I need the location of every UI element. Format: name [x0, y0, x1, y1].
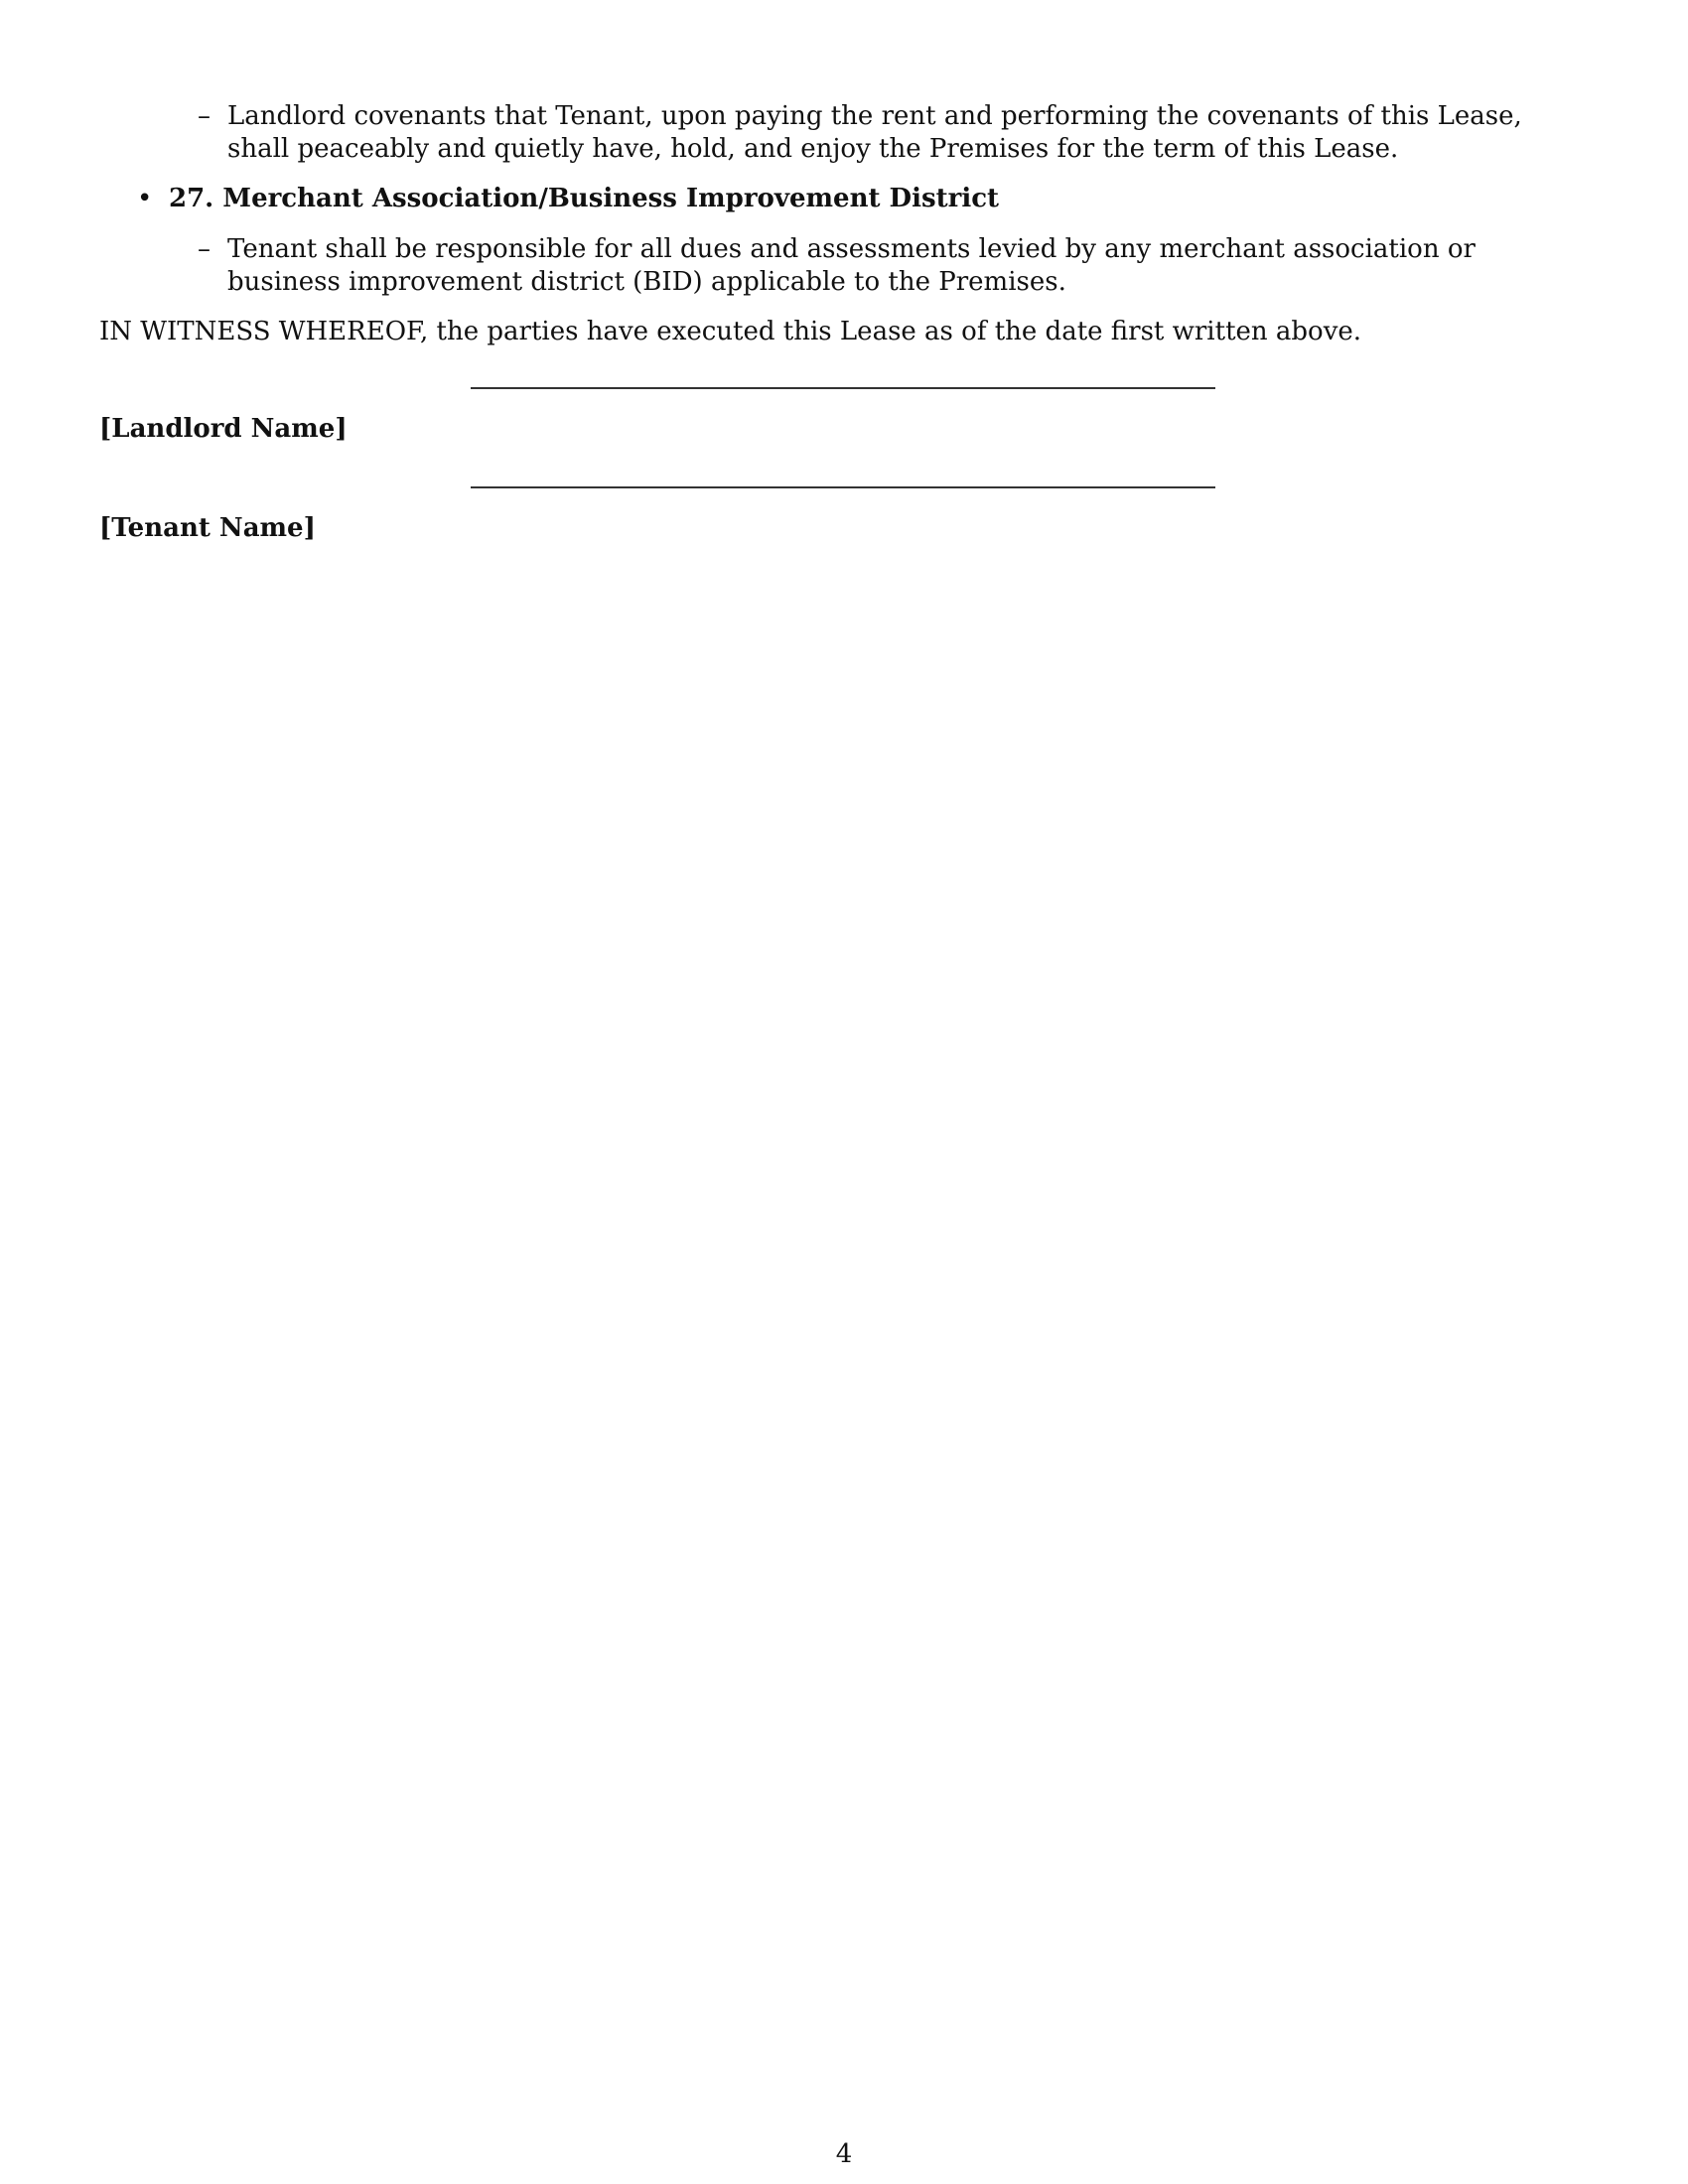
landlord-name: [Landlord Name]: [99, 414, 348, 444]
page-number: 4: [835, 2139, 853, 2169]
dash-marker: –: [198, 234, 211, 264]
tenant-signature-line: [471, 486, 1215, 488]
witness-clause: IN WITNESS WHEREOF, the parties have executed this Lease as of the date first written above.: [99, 317, 1362, 346]
tenant-name: [Tenant Name]: [99, 513, 316, 543]
dash-marker: –: [198, 101, 211, 131]
quiet-enjoyment-paragraph: Landlord covenants that Tenant, upon paying the rent and performing the covenants of this Lease, shall peaceably and quietly have, hold, and enjoy the Premises for the term of this Lease.: [227, 101, 1522, 164]
merchant-association-paragraph: Tenant shall be responsible for all dues and assessments levied by any merchant association or business improvement district (BID) applicable to the Premises.: [227, 234, 1476, 297]
section-27-heading: 27. Merchant Association/Business Improvement District: [169, 184, 1000, 213]
bullet-marker: •: [137, 184, 153, 213]
landlord-signature-line: [471, 387, 1215, 389]
